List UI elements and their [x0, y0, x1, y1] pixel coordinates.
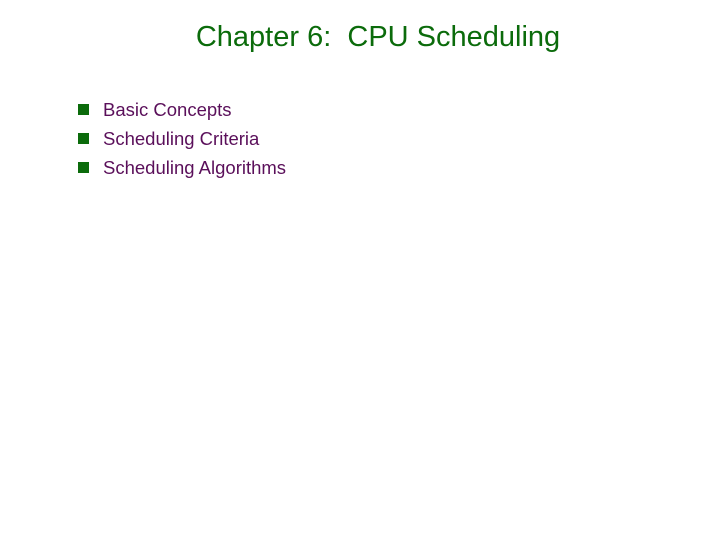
bullet-list — [78, 98, 286, 185]
bullet-label: Scheduling Criteria — [103, 128, 260, 149]
square-bullet-icon — [78, 133, 89, 144]
bullet-item-scheduling-algorithms — [78, 156, 286, 185]
bullet-item-scheduling-criteria — [78, 127, 286, 156]
bullet-label: Scheduling Algorithms — [103, 157, 287, 178]
bullet-label: Basic Concepts — [103, 99, 232, 120]
bullet-item-basic-concepts — [78, 98, 286, 127]
square-bullet-icon — [78, 162, 89, 173]
square-bullet-icon — [78, 104, 89, 115]
slide-title: Chapter 6: CPU Scheduling — [195, 21, 561, 53]
